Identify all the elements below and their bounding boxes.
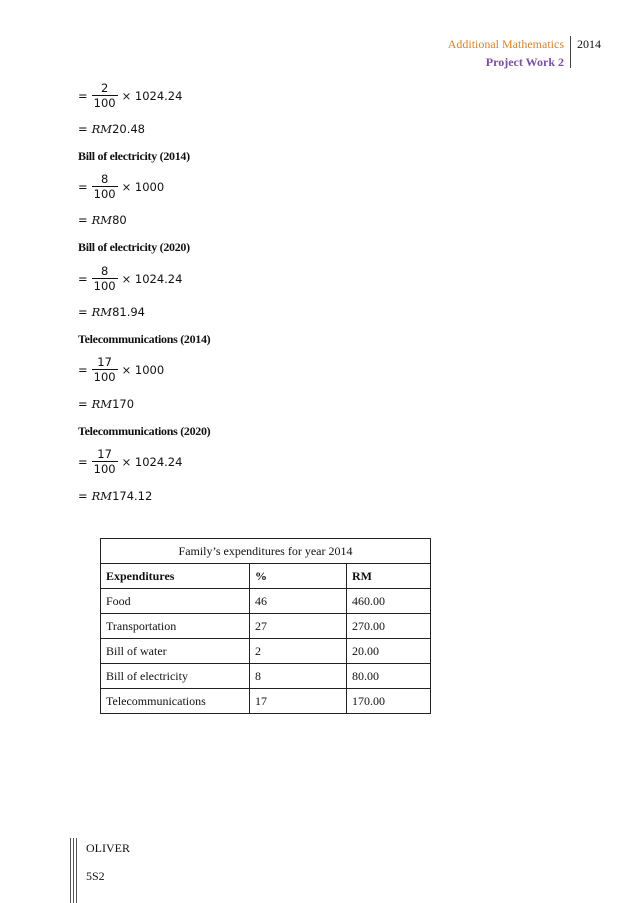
fraction (92, 355, 118, 384)
fraction (92, 264, 118, 293)
equation-fraction (78, 172, 164, 201)
section-heading: Telecommunications (2014) (78, 332, 211, 346)
equation-result (78, 213, 127, 227)
numerator: 17 (97, 355, 112, 369)
equals-sign: = (78, 213, 88, 227)
equation-fraction (78, 264, 182, 293)
equation-fraction (78, 355, 164, 384)
header-title: Additional Mathematics (447, 37, 564, 51)
table-row (101, 589, 431, 614)
header-year: 2014 (570, 36, 601, 68)
table-cell: 270.00 (347, 614, 431, 639)
result-value: 20.48 (112, 122, 146, 136)
table-row (101, 689, 431, 714)
equation-fraction (78, 447, 182, 476)
table-cell: Transportation (101, 614, 250, 639)
footer-rule-lines (70, 838, 77, 903)
result-value: 174.12 (112, 489, 153, 503)
currency-prefix: RM (91, 122, 113, 136)
multiplier: × 1024.24 (121, 454, 183, 469)
denominator: 100 (93, 187, 116, 201)
equation-result (78, 489, 152, 503)
footer-rule (76, 838, 77, 903)
multiplier: × 1000 (121, 179, 165, 194)
column-header: Expenditures (101, 564, 250, 589)
numerator: 8 (100, 264, 109, 278)
fraction (92, 172, 118, 201)
footer-class: 5S2 (86, 869, 105, 883)
result-value: 81.94 (112, 305, 146, 319)
footer-rule (73, 838, 74, 903)
multiplier: × 1000 (121, 362, 165, 377)
equation-result (78, 122, 145, 136)
column-header: % (250, 564, 347, 589)
table-row (101, 664, 431, 689)
section-heading: Telecommunications (2020) (78, 424, 211, 438)
section-heading: Bill of electricity (2014) (78, 149, 190, 163)
denominator: 100 (93, 462, 116, 476)
table-cell: 2 (250, 639, 347, 664)
equation-fraction (78, 81, 182, 110)
currency-prefix: RM (91, 305, 113, 319)
fraction (92, 81, 118, 110)
page-header (448, 36, 601, 70)
table-caption: Family’s expenditures for year 2014 (101, 539, 431, 564)
numerator: 2 (100, 81, 109, 95)
table-cell: 8 (250, 664, 347, 689)
table-cell: 46 (250, 589, 347, 614)
equation-result (78, 397, 134, 411)
equation-result (78, 305, 145, 319)
table-cell: Bill of water (101, 639, 250, 664)
table-caption-row (101, 539, 431, 564)
column-header: RM (347, 564, 431, 589)
section-heading: Bill of electricity (2020) (78, 240, 190, 254)
equals-sign: = (78, 122, 88, 136)
table-row (101, 639, 431, 664)
multiplier: × 1024.24 (121, 271, 183, 286)
header-subtitle: Project Work 2 (485, 55, 564, 69)
table-cell: 27 (250, 614, 347, 639)
fraction (92, 447, 118, 476)
table-cell: 20.00 (347, 639, 431, 664)
result-value: 80 (112, 213, 127, 227)
table-cell: 80.00 (347, 664, 431, 689)
table-row (101, 614, 431, 639)
equals-sign: = (78, 305, 88, 319)
footer-rule (70, 838, 71, 903)
denominator: 100 (93, 370, 116, 384)
table-cell: 17 (250, 689, 347, 714)
table-cell: Food (101, 589, 250, 614)
table-header-row (101, 564, 431, 589)
result-value: 170 (112, 397, 135, 411)
footer-name: OLIVER (86, 841, 130, 855)
currency-prefix: RM (91, 213, 113, 227)
multiplier: × 1024.24 (121, 88, 183, 103)
equals-sign: = (78, 179, 88, 194)
table-cell: Telecommunications (101, 689, 250, 714)
expenditures-table (100, 538, 431, 714)
header-titles (448, 36, 570, 70)
table-cell: 460.00 (347, 589, 431, 614)
equals-sign: = (78, 397, 88, 411)
equals-sign: = (78, 454, 88, 469)
denominator: 100 (93, 279, 116, 293)
numerator: 17 (97, 447, 112, 461)
currency-prefix: RM (91, 489, 113, 503)
equals-sign: = (78, 362, 88, 377)
currency-prefix: RM (91, 397, 113, 411)
table-cell: Bill of electricity (101, 664, 250, 689)
numerator: 8 (100, 172, 109, 186)
equals-sign: = (78, 489, 88, 503)
denominator: 100 (93, 96, 116, 110)
equals-sign: = (78, 271, 88, 286)
equals-sign: = (78, 88, 88, 103)
table-cell: 170.00 (347, 689, 431, 714)
